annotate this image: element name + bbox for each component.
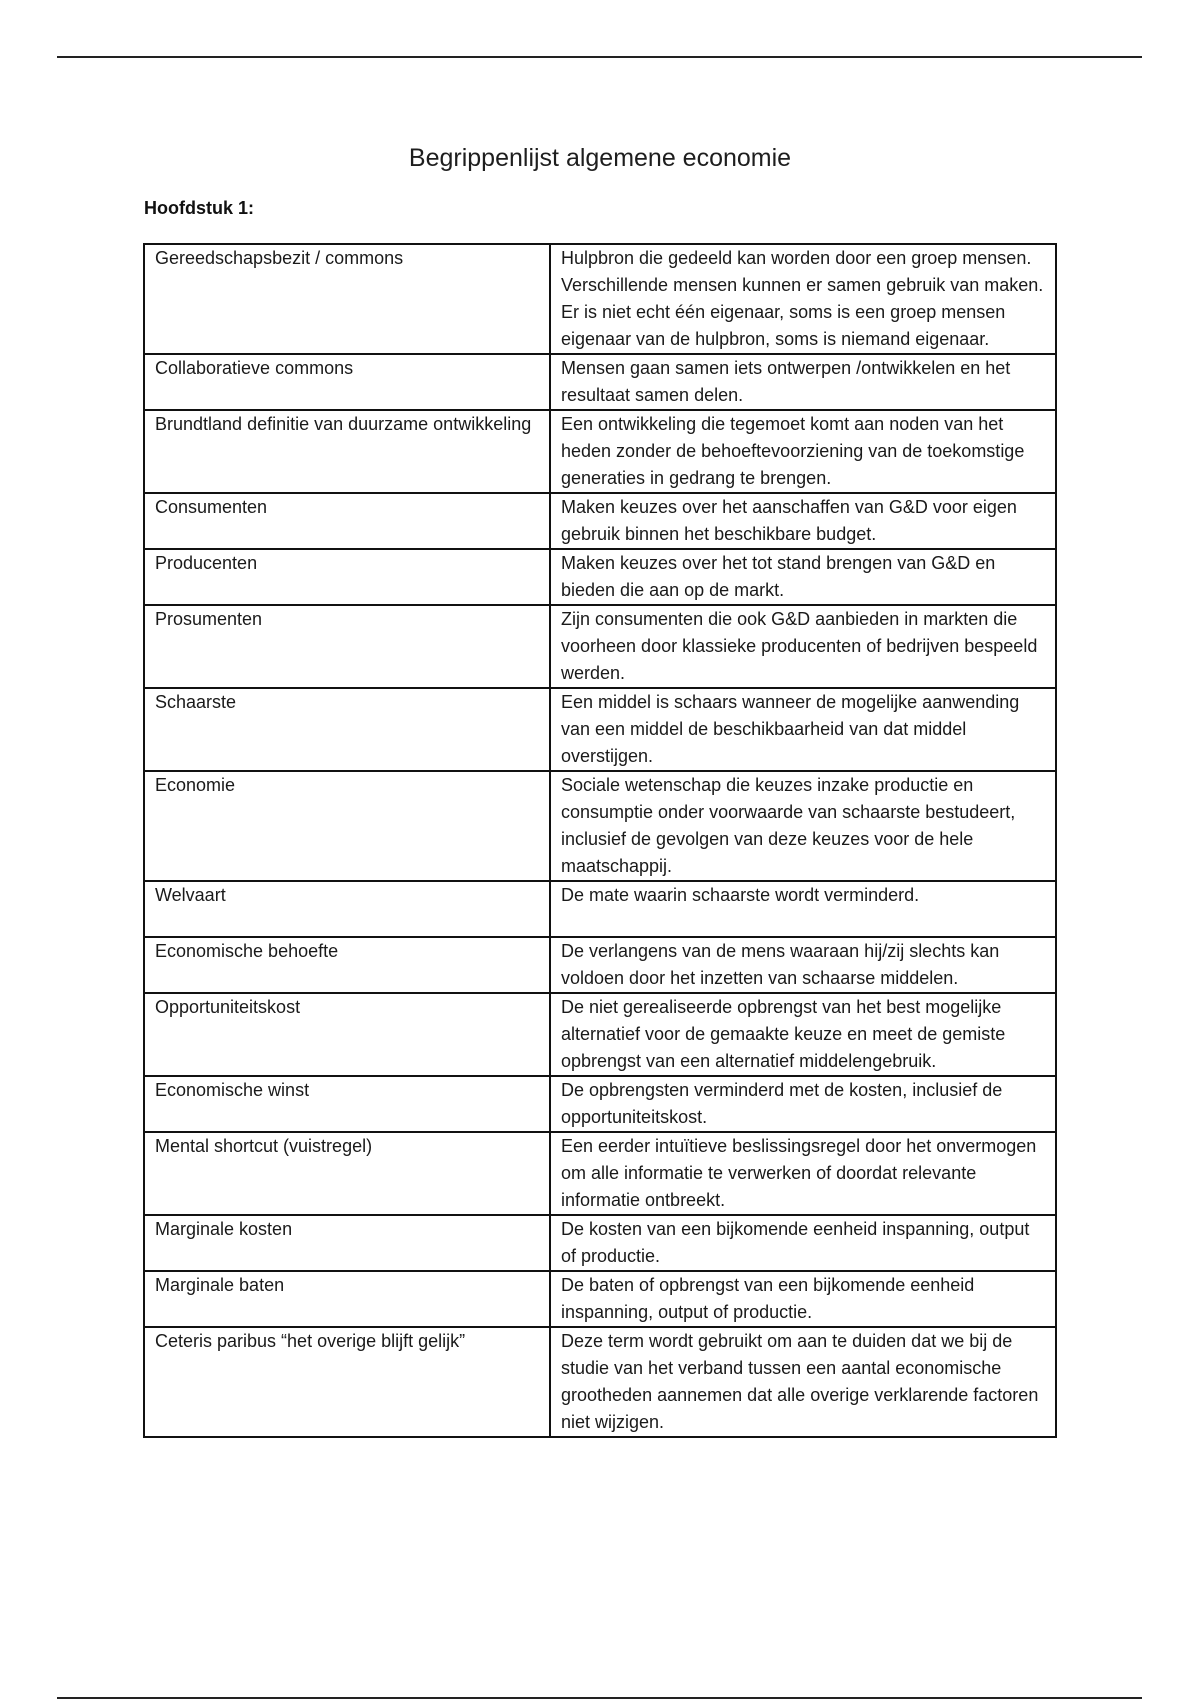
glossary-definition: Zijn consumenten die ook G&D aanbieden in markten die voorheen door klassieke producenten of bedrijven bespeeld werden.: [550, 605, 1056, 688]
glossary-row: [144, 354, 1056, 410]
glossary-term: Mental shortcut (vuistregel): [144, 1132, 550, 1215]
glossary-definition: De kosten van een bijkomende eenheid inspanning, output of productie.: [550, 1215, 1056, 1271]
glossary-definition: Maken keuzes over het tot stand brengen van G&D en bieden die aan op de markt.: [550, 549, 1056, 605]
glossary-row: [144, 1076, 1056, 1132]
glossary-definition: Sociale wetenschap die keuzes inzake productie en consumptie onder voorwaarde van schaarste bestudeert, inclusief de gevolgen van deze keuzes voor de hele maatschappij.: [550, 771, 1056, 881]
glossary-row: [144, 1132, 1056, 1215]
glossary-term: Economische behoefte: [144, 937, 550, 993]
glossary-row: [144, 1215, 1056, 1271]
glossary-term: Economische winst: [144, 1076, 550, 1132]
glossary-term: Consumenten: [144, 493, 550, 549]
glossary-term: Prosumenten: [144, 605, 550, 688]
glossary-definition: Deze term wordt gebruikt om aan te duiden dat we bij de studie van het verband tussen een aantal economische grootheden aannemen dat alle overige verklarende factoren niet wijzigen.: [550, 1327, 1056, 1437]
glossary-row: [144, 605, 1056, 688]
glossary-row: [144, 688, 1056, 771]
glossary-definition: De niet gerealiseerde opbrengst van het best mogelijke alternatief voor de gemaakte keuze en meet de gemiste opbrengst van een alternatief middelengebruik.: [550, 993, 1056, 1076]
glossary-definition: De verlangens van de mens waaraan hij/zij slechts kan voldoen door het inzetten van schaarse middelen.: [550, 937, 1056, 993]
glossary-definition: Een ontwikkeling die tegemoet komt aan noden van het heden zonder de behoeftevoorziening van de toekomstige generaties in gedrang te brengen.: [550, 410, 1056, 493]
glossary-row: [144, 1327, 1056, 1437]
glossary-definition: Hulpbron die gedeeld kan worden door een groep mensen. Verschillende mensen kunnen er samen gebruik van maken. Er is niet echt één eigenaar, soms is een groep mensen eigenaar van de hulpbron, soms is niemand eigenaar.: [550, 244, 1056, 354]
page-bottom-rule: [57, 1697, 1142, 1699]
glossary-term: Producenten: [144, 549, 550, 605]
glossary-term: Marginale kosten: [144, 1215, 550, 1271]
glossary-term: Marginale baten: [144, 1271, 550, 1327]
glossary-term: Economie: [144, 771, 550, 881]
glossary-row: [144, 993, 1056, 1076]
glossary-definition: De mate waarin schaarste wordt verminderd.: [550, 881, 1056, 937]
glossary-term: Opportuniteitskost: [144, 993, 550, 1076]
glossary-definition: De opbrengsten verminderd met de kosten, inclusief de opportuniteitskost.: [550, 1076, 1056, 1132]
glossary-table: [143, 243, 1057, 1438]
glossary-definition: De baten of opbrengst van een bijkomende eenheid inspanning, output of productie.: [550, 1271, 1056, 1327]
page-top-rule: [57, 56, 1142, 58]
glossary-row: [144, 493, 1056, 549]
glossary-row: [144, 1271, 1056, 1327]
glossary-term: Gereedschapsbezit / commons: [144, 244, 550, 354]
glossary-row: [144, 549, 1056, 605]
glossary-definition: Maken keuzes over het aanschaffen van G&D voor eigen gebruik binnen het beschikbare budget.: [550, 493, 1056, 549]
glossary-row: [144, 937, 1056, 993]
glossary-definition: Een middel is schaars wanneer de mogelijke aanwending van een middel de beschikbaarheid van dat middel overstijgen.: [550, 688, 1056, 771]
glossary-row: [144, 244, 1056, 354]
glossary-term: Collaboratieve commons: [144, 354, 550, 410]
glossary-term: Ceteris paribus “het overige blijft gelijk”: [144, 1327, 550, 1437]
glossary-term: Brundtland definitie van duurzame ontwikkeling: [144, 410, 550, 493]
glossary-definition: Een eerder intuïtieve beslissingsregel door het onvermogen om alle informatie te verwerken of doordat relevante informatie ontbreekt.: [550, 1132, 1056, 1215]
glossary-term: Welvaart: [144, 881, 550, 937]
glossary-definition: Mensen gaan samen iets ontwerpen /ontwikkelen en het resultaat samen delen.: [550, 354, 1056, 410]
glossary-row: [144, 410, 1056, 493]
glossary-term: Schaarste: [144, 688, 550, 771]
glossary-row: [144, 881, 1056, 937]
glossary-row: [144, 771, 1056, 881]
chapter-heading: Hoofdstuk 1:: [144, 198, 254, 218]
document-title: Begrippenlijst algemene economie: [408, 144, 792, 172]
